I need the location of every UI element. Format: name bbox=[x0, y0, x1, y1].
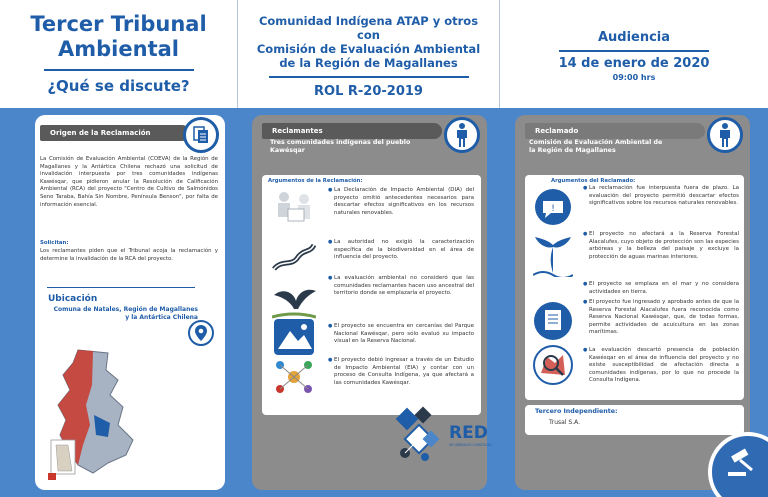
reclamantes-arg-2: ● La autoridad no exigió la caracterización específica de la biodiversidad en el área de influencia del proyecto. bbox=[334, 239, 474, 262]
community-network-icon bbox=[272, 357, 316, 397]
ubicacion-line2: y la Antártica Chilena bbox=[125, 314, 198, 321]
case-parties: Comunidad Indígena ATAP y otros con Comisión de Evaluación Ambiental de la Región de Magallanes bbox=[256, 14, 481, 70]
river-icon bbox=[272, 241, 316, 273]
hearing-divider bbox=[559, 50, 709, 52]
reclamado-arg-3: ● El proyecto se emplaza en el mar y no considera actividades en tierra. bbox=[589, 281, 739, 296]
solicitan-text: Los reclamantes piden que el Tribunal acoja la reclamación y determine la invalidación de la RCA del proyecto. bbox=[40, 248, 218, 262]
red-logo bbox=[395, 405, 545, 465]
ubicacion-line1: Comuna de Natales, Región de Magallanes bbox=[53, 306, 198, 313]
reclamado-arg-1: ● La reclamación fue interpuesta fuera de plazo. La evaluación del proyecto permitió descartar efectos significativos sobre los recursos naturales renovables. bbox=[589, 185, 739, 208]
condor-icon bbox=[272, 281, 316, 321]
tercero-value: Trusal S.A. bbox=[549, 419, 581, 426]
hearing-block bbox=[500, 0, 768, 108]
reclamantes-args-panel bbox=[262, 175, 481, 415]
header-title-block bbox=[0, 0, 237, 108]
reclamantes-args-label: Argumentos de la Reclamación: bbox=[268, 178, 363, 184]
magnifier-map-icon bbox=[533, 345, 573, 385]
case-rol: ROL R-20-2019 bbox=[314, 84, 423, 99]
ubicacion-panel bbox=[40, 290, 220, 485]
meeting-people-icon bbox=[270, 189, 320, 227]
origen-divider bbox=[47, 287, 195, 288]
logo-text: RED bbox=[449, 423, 488, 443]
landscape-icon bbox=[274, 319, 314, 355]
reclamantes-arg-3: ● La evaluación ambiental no consideró que las comunidades reclamantes hacen uso ancestral del territorio donde se emplazaría el proyecto. bbox=[334, 275, 474, 298]
origen-label: Origen de la Reclamación bbox=[40, 125, 190, 141]
speech-bubble-icon bbox=[531, 187, 575, 227]
reclamado-arg-5: ● La evaluación descartó presencia de población Kawésqar en el área de influencia del proyecto y no existe susceptibilidad de afectación directa a comunidades indígenas, por lo que no procede la Consulta Indígena. bbox=[589, 347, 739, 385]
reclamado-args-label: Argumentos del Reclamado: bbox=[551, 178, 636, 184]
page-title: Tercer Tribunal Ambiental bbox=[30, 12, 207, 61]
reclamado-arg-4: ● El proyecto fue ingresado y aprobado antes de que la Reserva Forestal Alacalufes fuera reconocida como Reserva Nacional Kawésqar, que, de todas formas, permite actividades de acuicultura en las zonas marítimas. bbox=[589, 299, 739, 337]
documents-icon bbox=[183, 117, 219, 153]
document-seal-icon bbox=[533, 301, 573, 341]
reclamado-arg-2: ● El proyecto no afectará a la Reserva Forestal Alacalufes, cuyo objeto de protección son las especies arbóreas y la belleza del paisaje y excluye la protección de aguas marinas interiores. bbox=[589, 231, 739, 261]
reclamantes-label: Reclamantes bbox=[262, 123, 442, 139]
tercero-panel bbox=[525, 405, 744, 435]
reclamantes-arg-1: ● La Declaración de Impacto Ambiental (DIA) del proyecto omitió antecedentes necesarios para descartar efectos significativos en los recursos naturales renovables. bbox=[334, 187, 474, 217]
region-map bbox=[48, 345, 148, 480]
reclamado-card bbox=[515, 115, 750, 490]
origen-text: La Comisión de Evaluación Ambiental (COEVA) de la Región de Magallanes y la Antártica Chilena rechazó una solicitud de invalidación interpuesta por tres comunidades indígenas Kawésqar, que pidieron anular la Resolución de Calificación Ambiental (RCA) del proyecto "Centro de Cultivo de Salmónidos Seno Taraba, Bahía Sin Nombre, Península Benson", por falta de información esencial. bbox=[40, 156, 218, 208]
whale-tail-icon bbox=[533, 233, 573, 277]
gavel-icon bbox=[726, 448, 762, 478]
hearing-time: 09:00 hrs bbox=[612, 73, 656, 82]
svg-text:!: ! bbox=[551, 204, 555, 214]
location-pin-icon bbox=[188, 320, 214, 346]
hearing-label: Audiencia bbox=[597, 30, 671, 45]
reclamantes-sub: Tres comunidades indígenas del pueblo Kawésqar bbox=[270, 139, 411, 154]
person-icon bbox=[444, 117, 480, 153]
person-icon bbox=[707, 117, 743, 153]
hearing-date: 14 de enero de 2020 bbox=[558, 56, 710, 71]
origen-card bbox=[35, 115, 225, 490]
reclamado-args-panel bbox=[525, 175, 744, 400]
reclamado-label: Reclamado bbox=[525, 123, 705, 139]
case-divider bbox=[269, 76, 469, 78]
network-logo-icon bbox=[395, 405, 445, 463]
reclamantes-arg-5: ● El proyecto debió ingresar a través de un Estudio de Impacto Ambiental (EIA) y contar con un proceso de Consulta Indígena, ya que afectará a las comunidades Kawésqar. bbox=[334, 357, 474, 387]
title-divider bbox=[44, 69, 194, 71]
case-block bbox=[237, 0, 500, 108]
solicitan-label: Solicitan: bbox=[40, 240, 69, 246]
header bbox=[0, 0, 768, 108]
page-subtitle: ¿Qué se discute? bbox=[47, 77, 190, 95]
ubicacion-label: Ubicación bbox=[48, 294, 98, 304]
reclamado-sub: Comisión de Evaluación Ambiental de la Región de Magallanes bbox=[529, 139, 663, 154]
logo-subtext: DE LIBERALES CLIMÁTICAS bbox=[449, 443, 492, 447]
tercero-label: Tercero Independiente: bbox=[535, 408, 618, 415]
reclamantes-arg-4: ● El proyecto se encuentra en cercanías del Parque Nacional Kawésqar, pero sólo evaluó su impacto visual en la Reserva Nacional. bbox=[334, 323, 474, 346]
